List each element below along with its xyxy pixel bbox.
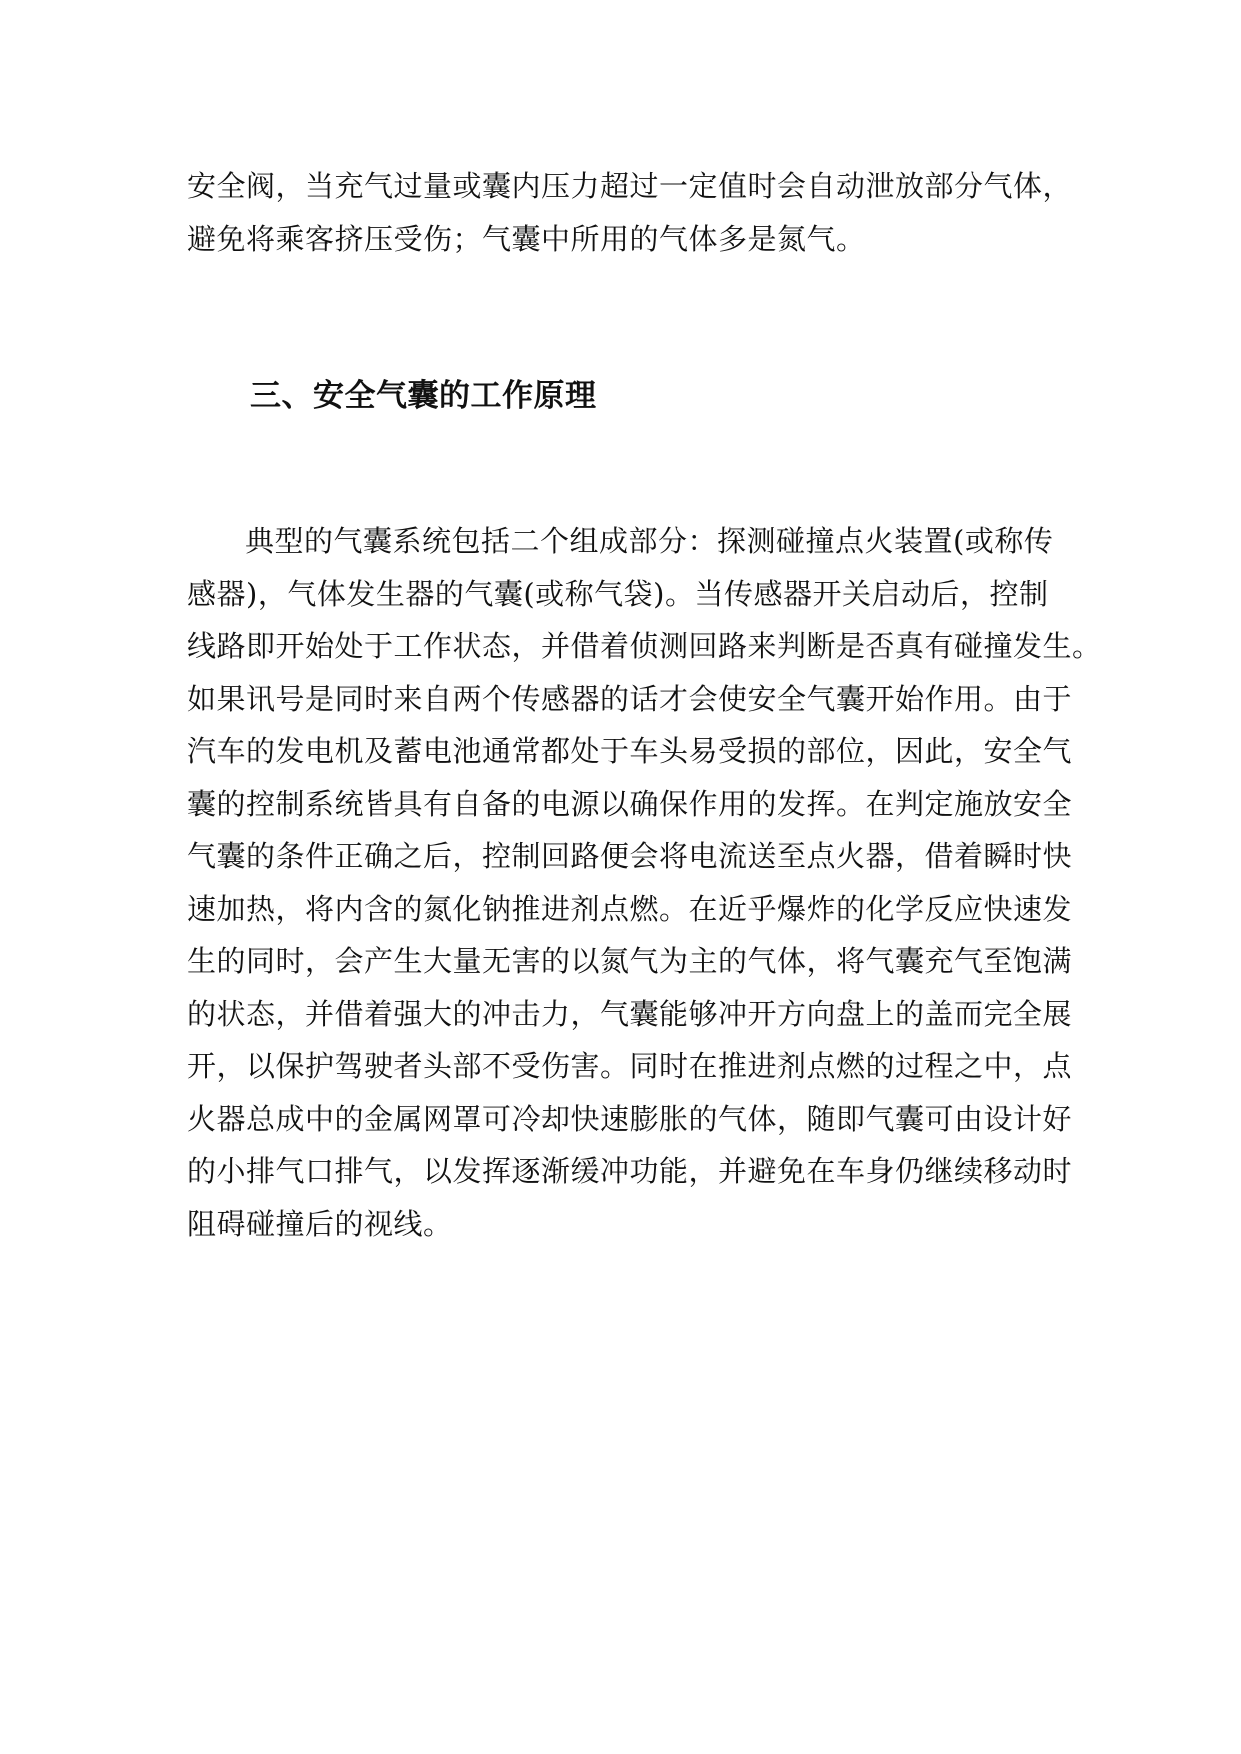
paragraph-line: 开，以保护驾驶者头部不受伤害。同时在推进剂点燃的过程之中，点 <box>187 1049 1073 1083</box>
paragraph-line: 的小排气口排气，以发挥逐渐缓冲功能，并避免在车身仍继续移动时 <box>187 1154 1073 1188</box>
paragraph-line: 安全阀，当充气过量或囊内压力超过一定值时会自动泄放部分气体， <box>187 169 1073 203</box>
paragraph-line: 汽车的发电机及蓄电池通常都处于车头易受损的部位，因此，安全气 <box>187 734 1073 768</box>
paragraph-line: 速加热，将内含的氮化钠推进剂点燃。在近乎爆炸的化学反应快速发 <box>187 891 1073 926</box>
body-paragraph <box>187 515 1102 1250</box>
section-heading: 三、安全气囊的工作原理 <box>250 378 597 414</box>
paragraph-line: 感器)，气体发生器的气囊(或称气袋)。当传感器开关启动后，控制 <box>187 576 1049 611</box>
paragraph-line: 典型的气囊系统包括二个组成部分：探测碰撞点火装置(或称传 <box>245 524 1054 558</box>
paragraph-line: 避免将乘客挤压受伤；气囊中所用的气体多是氮气。 <box>187 221 866 256</box>
paragraph-line: 线路即开始处于工作状态，并借着侦测回路来判断是否真有碰撞发生。 <box>187 629 1102 663</box>
paragraph-line: 如果讯号是同时来自两个传感器的话才会使安全气囊开始作用。由于 <box>187 681 1073 716</box>
paragraph-line: 火器总成中的金属网罩可冷却快速膨胀的气体，随即气囊可由设计好 <box>187 1101 1073 1136</box>
intro-paragraph <box>187 160 1073 265</box>
paragraph-line: 阻碍碰撞后的视线。 <box>187 1206 453 1241</box>
paragraph-line: 囊的控制系统皆具有自备的电源以确保作用的发挥。在判定施放安全 <box>187 786 1073 821</box>
paragraph-line: 的状态，并借着强大的冲击力，气囊能够冲开方向盘上的盖而完全展 <box>187 996 1073 1031</box>
paragraph-line: 生的同时，会产生大量无害的以氮气为主的气体，将气囊充气至饱满 <box>187 944 1073 978</box>
paragraph-line: 气囊的条件正确之后，控制回路便会将电流送至点火器，借着瞬时快 <box>187 839 1073 873</box>
